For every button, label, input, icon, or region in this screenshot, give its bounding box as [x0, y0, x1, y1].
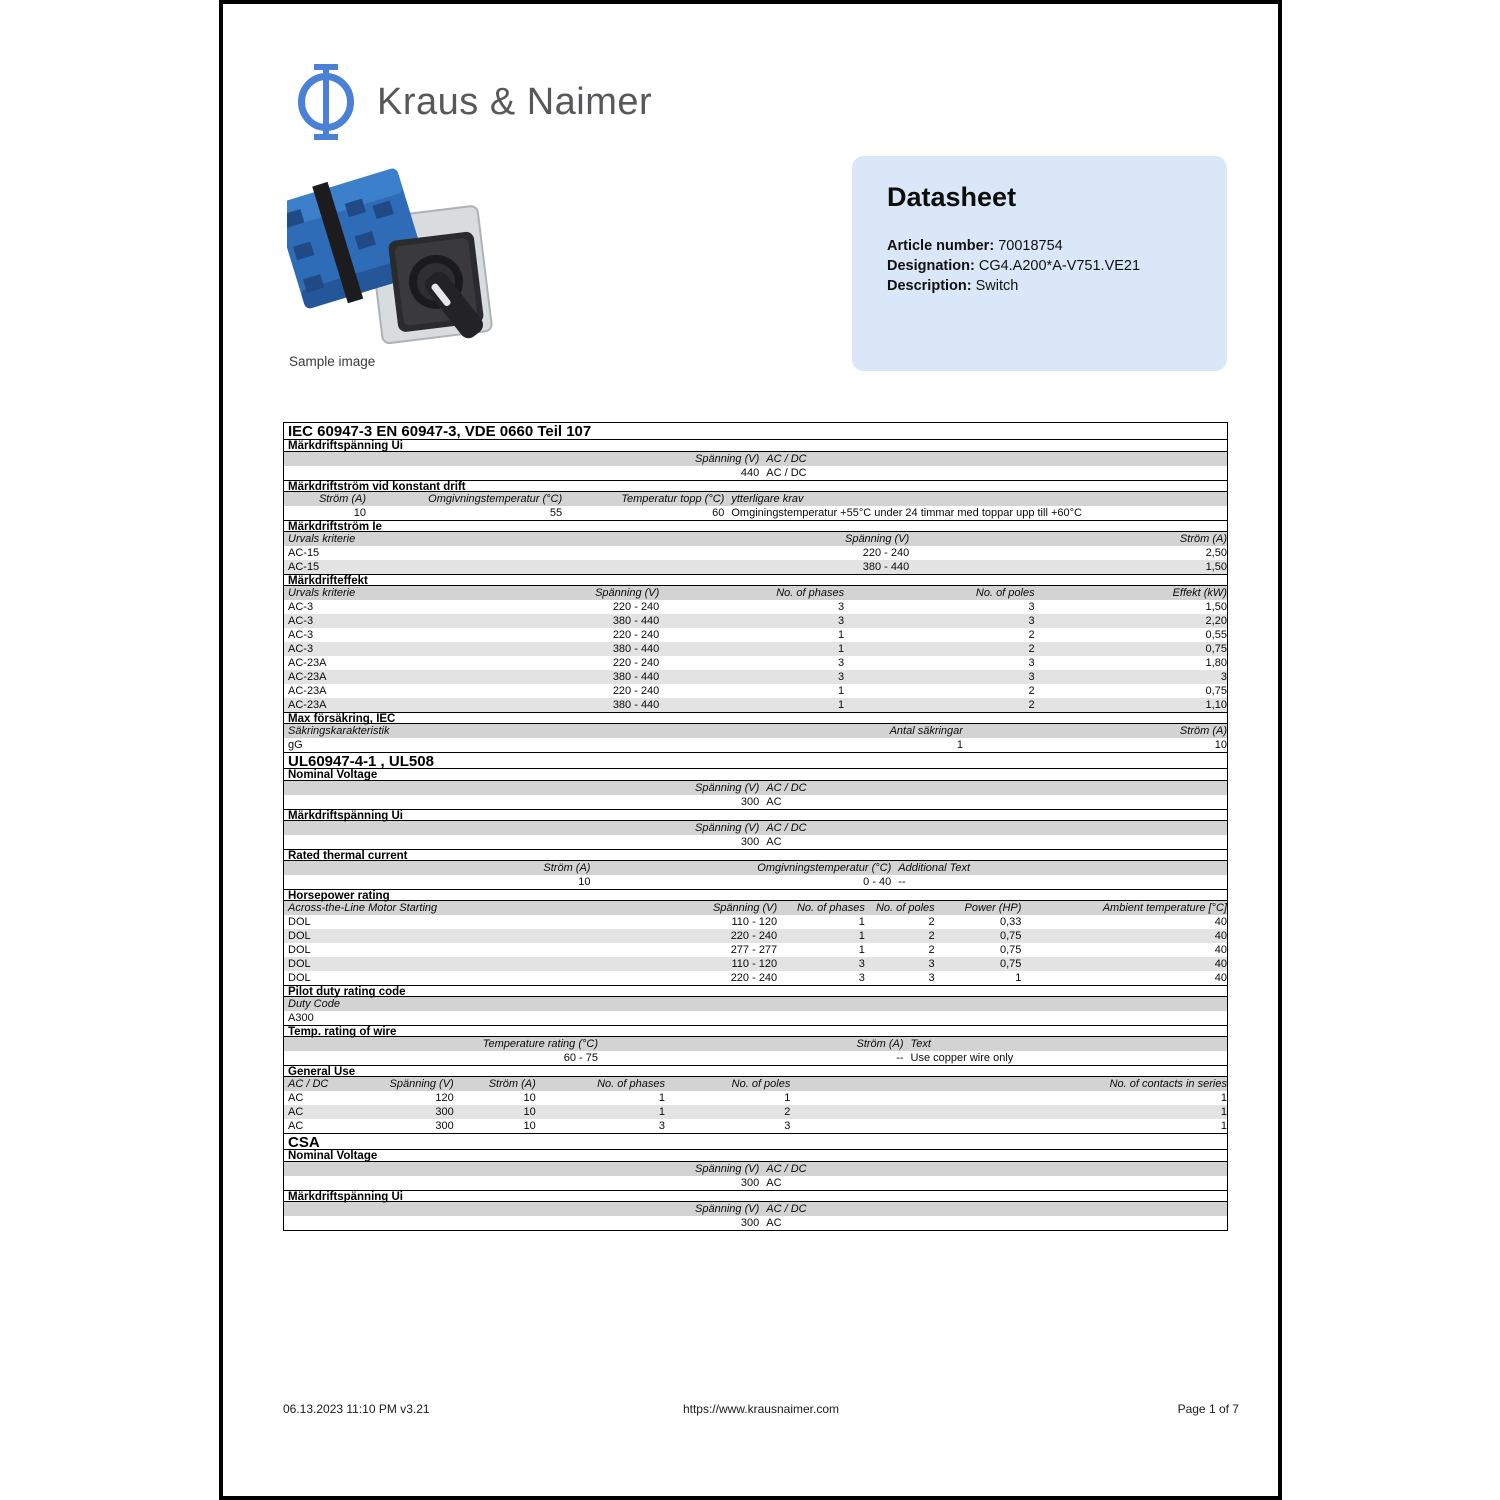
brand-name: Kraus & Naimer	[377, 80, 653, 123]
card-title: Datasheet	[887, 182, 1017, 212]
table-cell: DOL	[288, 958, 311, 970]
table-cell: 220 - 240	[730, 930, 778, 942]
table-cell: 1	[837, 699, 845, 711]
table-cell: 380 - 440	[612, 671, 660, 683]
table-row	[284, 929, 1227, 943]
table-cell: AC-23A	[288, 699, 327, 711]
table-row	[284, 875, 1227, 889]
table-cell: 1,10	[1205, 699, 1227, 711]
table-cell: 220 - 240	[612, 685, 660, 697]
table-cell: DOL	[288, 916, 311, 928]
table-cell: AC-23A	[288, 685, 327, 697]
table-cell: 0,75	[1205, 685, 1227, 697]
table-cell: 3	[1220, 671, 1227, 683]
card-field-description	[887, 276, 1140, 296]
table-cell: AC-23A	[288, 671, 327, 683]
table-cell: Ström (A)	[1179, 725, 1227, 737]
table-cell: 2	[1028, 699, 1035, 711]
column-header-row	[284, 901, 1227, 915]
footer-date-version: 06.13.2023 11:10 PM v3.21	[283, 1402, 430, 1416]
table-cell: 10	[353, 507, 367, 519]
table-cell: 10	[1214, 739, 1227, 751]
phi-logo-icon	[297, 64, 355, 140]
table-cell: Text	[910, 1038, 931, 1050]
table-cell: 220 - 240	[612, 629, 660, 641]
column-header-row	[284, 1077, 1227, 1091]
table-cell: AC-3	[288, 601, 314, 613]
table-cell: 220 - 240	[862, 547, 910, 559]
brand-header	[297, 64, 652, 140]
table-cell: AC-23A	[288, 657, 327, 669]
table-cell: 1	[1220, 1106, 1227, 1118]
footer-url-link[interactable]: https://www.krausnaimer.com	[682, 1402, 840, 1416]
subsection-title: Nominal Voltage	[284, 769, 1227, 781]
table-cell: Urvals kriterie	[288, 587, 356, 599]
table-row	[284, 614, 1227, 628]
table-row	[284, 915, 1227, 929]
table-row	[284, 1051, 1227, 1065]
table-cell: 1	[1015, 972, 1022, 984]
table-cell: A300	[288, 1012, 314, 1024]
table-row	[284, 1105, 1227, 1119]
table-cell: Antal säkringar	[889, 725, 963, 737]
subsection-title: Rated thermal current	[284, 849, 1227, 861]
table-cell: 0,75	[999, 944, 1022, 956]
table-cell: 220 - 240	[612, 601, 660, 613]
table-cell: 300	[740, 1217, 760, 1229]
product-sample-image	[287, 154, 497, 352]
table-row	[284, 835, 1227, 849]
subsection-title: Märkdriftström vid konstant drift	[284, 480, 1227, 492]
table-cell: Temperature rating (°C)	[482, 1038, 599, 1050]
table-cell: Urvals kriterie	[288, 533, 356, 545]
table-cell: AC / DC	[766, 1163, 807, 1175]
table-cell: Effekt (kW)	[1172, 587, 1227, 599]
table-cell: 0 - 40	[863, 876, 892, 888]
table-cell: AC / DC	[766, 453, 807, 465]
table-cell: DOL	[288, 944, 311, 956]
column-header-row	[284, 781, 1227, 795]
standard-section-title: UL60947-4-1 , UL508	[284, 752, 1227, 769]
table-cell: 3	[858, 972, 865, 984]
table-cell: 2,20	[1205, 615, 1227, 627]
table-cell: 1	[858, 930, 865, 942]
table-cell: 0,75	[1205, 643, 1227, 655]
subsection-title: Märkdriftspänning Ui	[284, 809, 1227, 821]
table-cell: 2	[928, 930, 935, 942]
table-cell: 40	[1214, 916, 1227, 928]
table-cell: No. of poles	[875, 902, 935, 914]
table-cell: 2	[928, 944, 935, 956]
table-cell: 1	[658, 1106, 665, 1118]
table-row	[284, 971, 1227, 985]
table-cell: 0,55	[1205, 629, 1227, 641]
table-cell: Spänning (V)	[695, 1163, 760, 1175]
table-cell: AC / DC	[288, 1078, 329, 1090]
column-header-row	[284, 724, 1227, 738]
table-cell: 3	[1028, 615, 1035, 627]
table-row	[284, 560, 1227, 574]
table-cell: AC	[288, 1120, 304, 1132]
card-field-article	[887, 236, 1140, 256]
datasheet-page	[219, 0, 1282, 1500]
table-cell: 1	[837, 643, 845, 655]
table-cell: Omgivningstemperatur (°C)	[757, 862, 892, 874]
table-cell: No. of poles	[731, 1078, 791, 1090]
table-cell: 1,50	[1205, 561, 1227, 573]
table-cell: Ström (A)	[1179, 533, 1227, 545]
table-row	[284, 642, 1227, 656]
table-cell: Across-the-Line Motor Starting	[288, 902, 438, 914]
footer-page-number: Page 1 of 7	[1177, 1402, 1239, 1416]
table-cell: Omginingstemperatur +55°C under 24 timmar med toppar upp till +60°C	[731, 507, 1082, 519]
column-header-row	[284, 1162, 1227, 1176]
table-cell: No. of contacts in series	[1109, 1078, 1227, 1090]
table-cell: Power (HP)	[964, 902, 1022, 914]
field-label: Designation:	[887, 258, 975, 274]
spec-table	[283, 422, 1228, 1231]
table-cell: 40	[1214, 944, 1227, 956]
column-header-row	[284, 1037, 1227, 1051]
subsection-title: Märkdriftspänning Ui	[284, 1190, 1227, 1202]
subsection-title: Horsepower rating	[284, 889, 1227, 901]
table-cell: 10	[523, 1106, 536, 1118]
table-cell: 10	[523, 1092, 536, 1104]
table-cell: DOL	[288, 972, 311, 984]
column-header-row	[284, 1202, 1227, 1216]
table-cell: 55	[549, 507, 563, 519]
table-row	[284, 1091, 1227, 1105]
subsection-title: Pilot duty rating code	[284, 985, 1227, 997]
table-cell: 1	[1220, 1120, 1227, 1132]
table-cell: Spänning (V)	[695, 822, 760, 834]
table-cell: 220 - 240	[730, 972, 778, 984]
datasheet-card	[852, 156, 1227, 371]
table-cell: Ström (A)	[543, 862, 591, 874]
table-cell: 10	[523, 1120, 536, 1132]
table-cell: Ström (A)	[318, 493, 367, 505]
table-cell: 1	[858, 916, 865, 928]
table-cell: 1	[837, 629, 845, 641]
table-cell: --	[898, 876, 906, 888]
table-row	[284, 506, 1227, 520]
standard-section-title: IEC 60947-3 EN 60947-3, VDE 0660 Teil 107	[284, 423, 1227, 440]
table-cell: 40	[1214, 972, 1227, 984]
table-cell: 1	[956, 739, 963, 751]
table-cell: 1	[658, 1092, 665, 1104]
table-row	[284, 1011, 1227, 1025]
table-cell: Omgivningstemperatur (°C)	[428, 493, 563, 505]
table-cell: 2	[928, 916, 935, 928]
table-cell: 0,75	[999, 930, 1022, 942]
table-cell: 2	[1028, 685, 1035, 697]
subsection-title: Märkdrifteffekt	[284, 574, 1227, 586]
table-cell: 3	[1028, 657, 1035, 669]
table-cell: No. of phases	[796, 902, 865, 914]
table-row	[284, 738, 1227, 752]
table-cell: Spänning (V)	[695, 1203, 760, 1215]
column-header-row	[284, 452, 1227, 466]
table-cell: 60 - 75	[563, 1052, 599, 1064]
table-cell: AC / DC	[766, 1203, 807, 1215]
standard-section-title: CSA	[284, 1133, 1227, 1150]
table-cell: 380 - 440	[612, 643, 660, 655]
table-cell: 60	[712, 507, 725, 519]
table-cell: 3	[928, 972, 935, 984]
table-cell: 110 - 120	[731, 958, 778, 970]
table-cell: 380 - 440	[612, 615, 660, 627]
table-row	[284, 795, 1227, 809]
column-header-row	[284, 861, 1227, 875]
table-cell: 0,33	[999, 916, 1022, 928]
field-label: Article number:	[887, 238, 995, 254]
table-row	[284, 670, 1227, 684]
table-cell: Temperatur topp (°C)	[621, 493, 725, 505]
table-cell: No. of poles	[975, 587, 1035, 599]
table-cell: 3	[837, 615, 845, 627]
table-cell: Additional Text	[898, 862, 971, 874]
table-cell: 277 - 277	[730, 944, 778, 956]
table-cell: 220 - 240	[612, 657, 660, 669]
subsection-title: Max försäkring, IEC	[284, 712, 1227, 724]
table-cell: AC / DC	[766, 822, 807, 834]
card-field-designation	[887, 256, 1140, 276]
table-cell: 40	[1214, 930, 1227, 942]
table-cell: 1	[784, 1092, 791, 1104]
table-cell: 440	[740, 467, 760, 479]
table-cell: AC	[288, 1092, 304, 1104]
subsection-title: Märkdriftspänning Ui	[284, 440, 1227, 452]
table-cell: Ström (A)	[856, 1038, 904, 1050]
table-cell: 380 - 440	[862, 561, 910, 573]
subsection-title: Nominal Voltage	[284, 1150, 1227, 1162]
table-cell: 2	[1028, 629, 1035, 641]
table-row	[284, 943, 1227, 957]
table-cell: AC-3	[288, 629, 314, 641]
table-cell: 2	[1028, 643, 1035, 655]
table-cell: 120	[435, 1092, 454, 1104]
table-cell: AC / DC	[766, 467, 807, 479]
table-cell: 3	[1028, 601, 1035, 613]
column-header-row	[284, 586, 1227, 600]
subsection-title: General Use	[284, 1065, 1227, 1077]
table-cell: Säkringskarakteristik	[288, 725, 390, 737]
table-cell: Ambient temperature [°C]	[1102, 902, 1227, 914]
table-cell: AC-3	[288, 643, 314, 655]
table-row	[284, 698, 1227, 712]
field-value: CG4.A200*A-V751.VE21	[978, 258, 1141, 274]
table-cell: gG	[288, 739, 303, 751]
table-cell: AC-15	[288, 547, 320, 559]
table-cell: 110 - 120	[731, 916, 778, 928]
table-cell: Duty Code	[288, 998, 340, 1010]
table-cell: 1,50	[1205, 601, 1227, 613]
table-cell: 2,50	[1205, 547, 1227, 559]
table-cell: DOL	[288, 930, 311, 942]
table-cell: AC	[766, 1177, 782, 1189]
table-cell: 10	[578, 876, 591, 888]
table-cell: 300	[740, 1177, 760, 1189]
table-cell: 2	[784, 1106, 791, 1118]
table-row	[284, 546, 1227, 560]
column-header-row	[284, 821, 1227, 835]
table-cell: 3	[1028, 671, 1035, 683]
table-cell: 300	[740, 836, 760, 848]
table-row	[284, 957, 1227, 971]
table-cell: AC	[766, 836, 782, 848]
column-header-row	[284, 532, 1227, 546]
table-cell: AC-3	[288, 615, 314, 627]
table-cell: No. of phases	[776, 587, 845, 599]
table-row	[284, 628, 1227, 642]
table-cell: 300	[435, 1106, 454, 1118]
table-cell: 3	[858, 958, 865, 970]
table-cell: 40	[1214, 958, 1227, 970]
page-footer	[283, 1402, 1239, 1416]
table-cell: Use copper wire only	[910, 1052, 1014, 1064]
subsection-title: Märkdriftström Ie	[284, 520, 1227, 532]
subsection-title: Temp. rating of wire	[284, 1025, 1227, 1037]
table-cell: ytterligare krav	[731, 493, 804, 505]
table-cell: 3	[837, 657, 845, 669]
field-label: Description:	[887, 278, 972, 294]
table-row	[284, 684, 1227, 698]
table-cell: 3	[784, 1120, 791, 1132]
table-row	[284, 1176, 1227, 1190]
table-cell: 3	[928, 958, 935, 970]
table-cell: Spänning (V)	[695, 782, 760, 794]
table-cell: 1	[858, 944, 865, 956]
table-cell: 3	[837, 601, 845, 613]
table-row	[284, 600, 1227, 614]
table-cell: AC	[288, 1106, 304, 1118]
table-cell: AC	[766, 796, 782, 808]
table-cell: 1	[1220, 1092, 1227, 1104]
field-value: Switch	[975, 278, 1019, 294]
table-cell: 0,75	[999, 958, 1022, 970]
table-cell: 300	[435, 1120, 454, 1132]
table-row	[284, 466, 1227, 480]
table-row	[284, 1119, 1227, 1133]
table-cell: Spänning (V)	[712, 902, 778, 914]
table-cell: 1,80	[1205, 657, 1227, 669]
table-cell: No. of phases	[597, 1078, 665, 1090]
sample-image-caption: Sample image	[289, 354, 376, 369]
table-cell: 380 - 440	[612, 699, 660, 711]
table-cell: --	[896, 1052, 904, 1064]
table-cell: 3	[658, 1120, 665, 1132]
table-cell: Spänning (V)	[844, 533, 910, 545]
column-header-row	[284, 997, 1227, 1011]
card-fields	[887, 236, 1140, 296]
table-cell: AC-15	[288, 561, 320, 573]
table-cell: 1	[837, 685, 845, 697]
table-cell: Ström (A)	[488, 1078, 536, 1090]
table-cell: AC / DC	[766, 782, 807, 794]
table-cell: AC	[766, 1217, 782, 1229]
table-cell: Spänning (V)	[595, 587, 660, 599]
table-cell: Spänning (V)	[695, 453, 760, 465]
table-cell: 300	[740, 796, 760, 808]
table-row	[284, 1216, 1227, 1230]
table-cell: 3	[837, 671, 845, 683]
table-row	[284, 656, 1227, 670]
table-cell: Spänning (V)	[389, 1078, 454, 1090]
field-value: 70018754	[998, 238, 1063, 254]
column-header-row	[284, 492, 1227, 506]
